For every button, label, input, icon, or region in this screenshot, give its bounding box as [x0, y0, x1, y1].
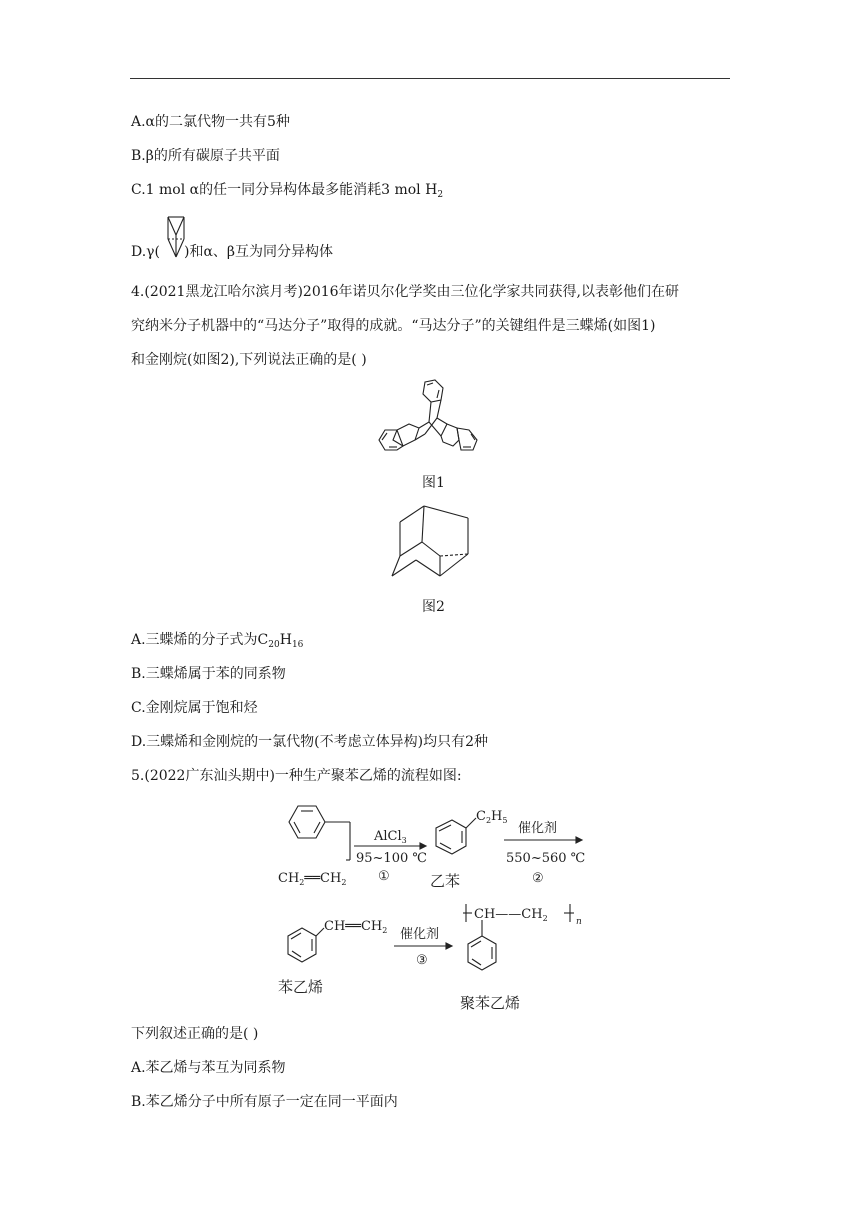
q4-stem-line3: 和金刚烷(如图2),下列说法正确的是( ) — [131, 352, 367, 368]
q3-option-c: C.1 mol α的任一同分异构体最多能消耗3 mol $H_2$ — [131, 182, 444, 200]
q5-prompt: 下列叙述正确的是( ) — [131, 1026, 259, 1042]
q5-option-a: A.苯乙烯与苯互为同系物 — [131, 1060, 286, 1076]
reagent-catalyst-2: 催化剂 — [518, 821, 558, 836]
q4-option-a: A.三蝶烯的分子式为$C_{20}H_{16}$ — [131, 632, 304, 650]
styrene-name: 苯乙烯 — [278, 978, 324, 996]
q3-option-d: D.γ( )和α、β互为同分异构体 — [131, 244, 334, 260]
reagent-alcl3: AlCl$_3$ — [374, 829, 407, 845]
q5-option-b: B.苯乙烯分子中所有原子一定在同一平面内 — [131, 1094, 398, 1110]
step-1-label: ① — [378, 869, 390, 884]
step-2-label: ② — [532, 871, 544, 886]
polystyrene-name: 聚苯乙烯 — [460, 994, 521, 1012]
q4-option-c: C.金刚烷属于饱和烃 — [131, 700, 258, 716]
condition-1: 95~100 ℃ — [356, 851, 427, 866]
figure-1-caption: 图1 — [422, 475, 445, 491]
polymer-backbone: $CH——CH_2$ — [474, 907, 548, 923]
reagent-catalyst-3: 催化剂 — [400, 927, 440, 942]
q4-stem-line1: 4.(2021黑龙江哈尔滨月考)2016年诺贝尔化学奖由三位化学家共同获得,以表彰他们在研 — [131, 284, 679, 300]
ethylene-formula: $CH_2══CH_2$ — [278, 871, 347, 887]
polymer-n: n — [576, 917, 582, 927]
q4-option-b: B.三蝶烯属于苯的同系物 — [131, 666, 286, 682]
triptycene-structure — [375, 378, 485, 460]
ethylbenzene-name: 乙苯 — [430, 872, 461, 890]
q4-option-d: D.三蝶烯和金刚烷的一氯代物(不考虑立体异构)均只有2种 — [131, 734, 489, 750]
q3-option-b: B.β的所有碳原子共平面 — [131, 148, 280, 164]
q4-stem-line2: 究纳米分子机器中的“马达分子”取得的成就。“马达分子”的关键组件是三蝶烯(如图1) — [131, 318, 656, 334]
styrene-vinyl: $CH══CH_2$ — [324, 919, 388, 935]
q5-stem: 5.(2022广东汕头期中)一种生产聚苯乙烯的流程如图: — [131, 768, 462, 784]
figure-2-caption: 图2 — [422, 599, 445, 615]
adamantane-structure — [388, 500, 478, 584]
step-3-label: ③ — [416, 953, 428, 968]
q3-option-a: A.α的二氯代物一共有5种 — [131, 114, 290, 130]
header-rule — [130, 78, 730, 79]
ethyl-group: $C_2H_5$ — [476, 809, 508, 825]
polystyrene-flowchart — [270, 798, 600, 1020]
condition-2: 550~560 ℃ — [506, 851, 586, 866]
prism-structure-gamma — [161, 213, 191, 263]
